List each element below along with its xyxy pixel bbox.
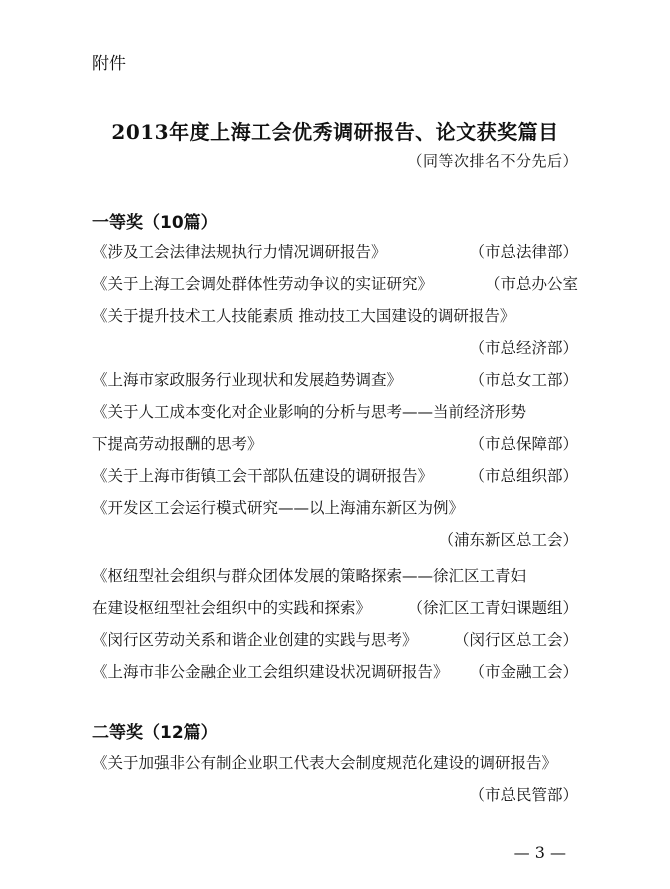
entry-title: 《上海市非公金融企业工会组织建设状况调研报告》 — [92, 663, 449, 681]
entry-title: 《枢纽型社会组织与群众团体发展的策略探索——徐汇区工青妇 — [92, 567, 527, 585]
entry-title: 《闵行区劳动关系和谐企业创建的实践与思考》 — [92, 631, 418, 649]
award-entry — [92, 399, 578, 425]
entry-department: （市总组织部） — [469, 467, 578, 485]
attachment-label: 附件 — [92, 54, 126, 74]
entry-department: （市总民管部） — [469, 786, 578, 804]
entry-title: 《开发区工会运行模式研究——以上海浦东新区为例》 — [92, 499, 465, 517]
award-entry — [92, 563, 578, 589]
section-heading-first-prize: 一等奖（10篇） — [92, 213, 218, 233]
award-entry — [92, 303, 578, 329]
award-entry — [92, 750, 578, 776]
entry-department: （市总法律部） — [469, 243, 578, 261]
award-entry — [92, 627, 578, 653]
entry-department: （浦东新区总工会） — [438, 531, 578, 549]
award-entry — [92, 239, 578, 265]
entry-department: （市金融工会） — [469, 663, 578, 681]
award-entry-dept-line — [92, 527, 578, 553]
ranking-note: （同等次排名不分先后） — [407, 152, 578, 170]
award-entry-continuation — [92, 595, 578, 621]
award-entry — [92, 367, 578, 393]
award-entry-dept-line — [92, 782, 578, 808]
award-entry — [92, 659, 578, 685]
entry-department: （市总经济部） — [469, 339, 578, 357]
page-title: 2013年度上海工会优秀调研报告、论文获奖篇目 — [111, 120, 559, 144]
entry-title: 《涉及工会法律法规执行力情况调研报告》 — [92, 243, 387, 261]
section-heading-second-prize: 二等奖（12篇） — [92, 723, 218, 743]
entry-department: （市总女工部） — [469, 371, 578, 389]
entry-department: （闵行区总工会） — [453, 631, 578, 649]
page-number: — 3 — — [513, 843, 566, 862]
award-entry — [92, 495, 578, 521]
award-entry — [92, 271, 578, 297]
award-entry — [92, 463, 578, 489]
entry-title-continuation: 在建设枢纽型社会组织中的实践和探索》 — [92, 599, 372, 617]
entry-department: （市总保障部） — [469, 435, 578, 453]
entry-title: 《关于上海市街镇工会干部队伍建设的调研报告》 — [92, 467, 434, 485]
award-entry-continuation — [92, 431, 578, 457]
entry-title: 《关于上海工会调处群体性劳动争议的实证研究》 — [92, 275, 434, 293]
entry-title: 《关于加强非公有制企业职工代表大会制度规范化建设的调研报告》 — [92, 754, 558, 772]
entry-title-continuation: 下提高劳动报酬的思考》 — [92, 435, 263, 453]
entry-title: 《关于提升技术工人技能素质 推动技工大国建设的调研报告》 — [92, 307, 516, 325]
award-entry-dept-line — [92, 335, 578, 361]
entry-title: 《关于人工成本变化对企业影响的分析与思考——当前经济形势 — [92, 403, 527, 421]
entry-department: （市总办公室 — [484, 275, 578, 293]
entry-department: （徐汇区工青妇课题组） — [407, 599, 578, 617]
entry-title: 《上海市家政服务行业现状和发展趋势调查》 — [92, 371, 403, 389]
